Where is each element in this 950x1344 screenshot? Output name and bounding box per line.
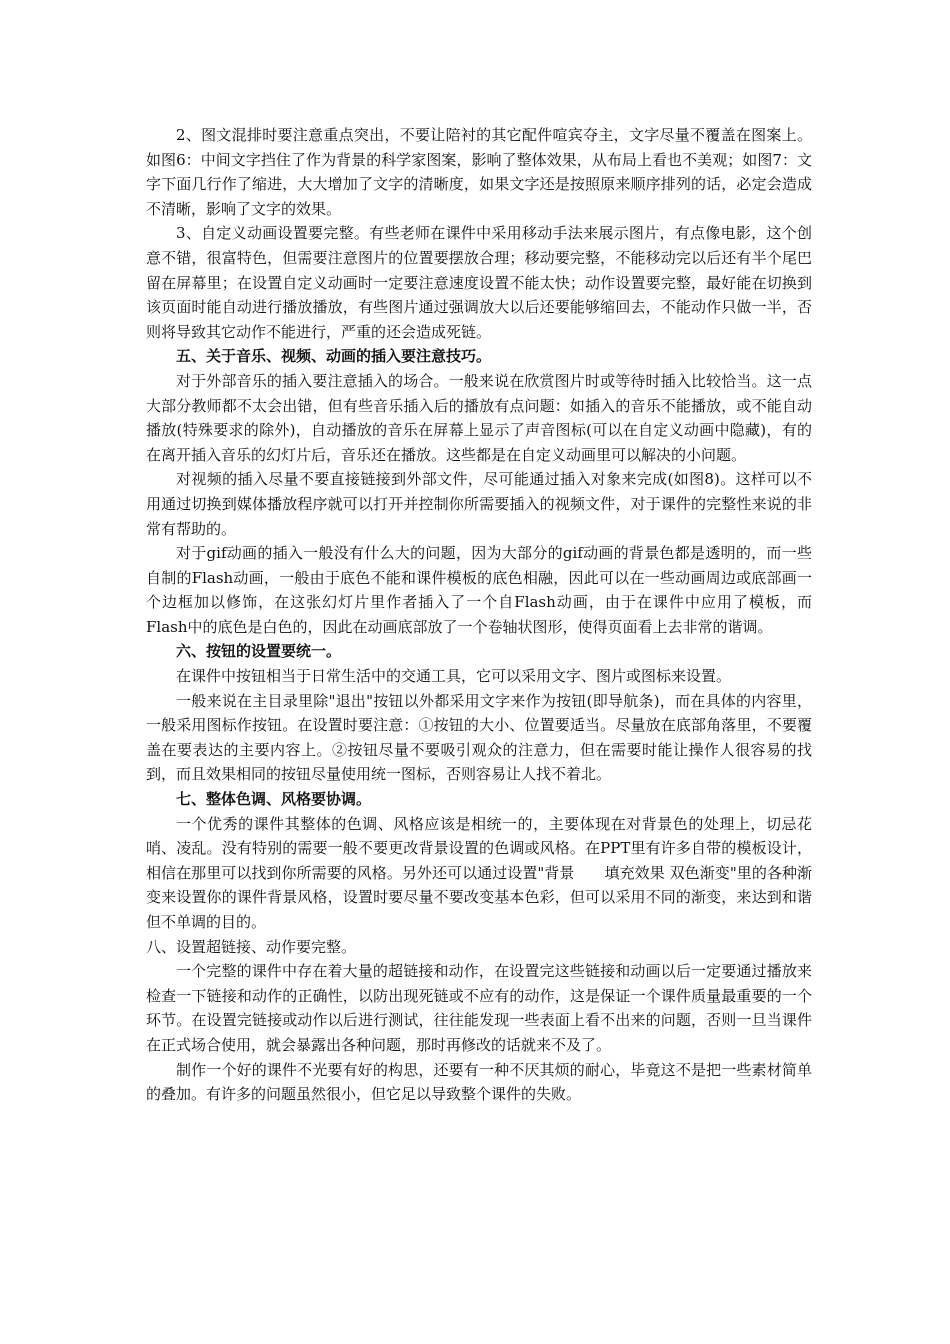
document-body [146, 123, 812, 1107]
paragraph-image-text-layout: 2、图文混排时要注意重点突出，不要让陪衬的其它配件喧宾夺主，文字尽量不覆盖在图案上。如图6：中间文字挡住了作为背景的科学家图案，影响了整体效果，从布局上看也不美观；如图7：文字下面几行作了缩进，大大增加了文字的清晰度，如果文字还是按照原来顺序排列的话，必定会造成不清晰，影响了文字的效果。 [146, 126, 812, 218]
paragraph-color-style: 一个优秀的课件其整体的色调、风格应该是相统一的，主要体现在对背景色的处理上，切忌花哨、凌乱。没有特别的需要一般不要更改背景设置的色调或风格。在PPT里有许多自带的模板设计，相信在那里可以找到你所需要的风格。另外还可以通过设置"背景 填充效果 双色渐变"里的各种渐变来设置你的课件背景风格，设置时要尽量不要改变基本色彩，但可以采用不同的渐变，来达到和谐但不单调的目的。 [146, 814, 812, 931]
paragraph-gif-animation: 对于gif动画的插入一般没有什么大的问题，因为大部分的gif动画的背景色都是透明的，而一些自制的Flash动画，一般由于底色不能和课件模板的底色相融，因此可以在一些动画周边或底部画一个边框加以修饰，在这张幻灯片里作者插入了一个自Flash动画，由于在课件中应用了模板，而Flash中的底色是白色的，因此在动画底部放了一个卷轴状图形，使得页面看上去非常的谐调。 [146, 544, 812, 636]
section-heading-5: 五、关于音乐、视频、动画的插入要注意技巧。 [176, 347, 492, 366]
paragraph-button-settings: 一般来说在主目录里除"退出"按钮以外都采用文字来作为按钮(即导航条)，而在具体的内容里，一般采用图标作按钮。在设置时要注意：①按钮的大小、位置要适当。尽量放在底部角落里，不要覆盖在要表达的主要内容上。②按钮尽量不要吸引观众的注意力，但在需要时能让操作人很容易的找到，而且效果相同的按钮尽量使用统一图标，否则容易让人找不着北。 [146, 691, 812, 784]
section-heading-8: 八、设置超链接、动作要完整。 [146, 937, 357, 956]
section-heading-7: 七、整体色调、风格要协调。 [176, 790, 372, 809]
paragraph-conclusion: 制作一个好的课件不光要有好的构思，还要有一种不厌其烦的耐心，毕竟这不是把一些素材简单的叠加。有许多的问题虽然很小，但它足以导致整个课件的失败。 [146, 1060, 812, 1104]
paragraph-button-intro: 在课件中按钮相当于日常生活中的交通工具，它可以采用文字、图片或图标来设置。 [176, 667, 732, 686]
paragraph-custom-animation: 3、自定义动画设置要完整。有些老师在课件中采用移动手法来展示图片，有点像电影，这个创意不错，很富特色，但需要注意图片的位置要摆放合理；移动要完整，不能移动完以后还有半个尾巴留在屏幕里；在设置自定义动画时一定要注意速度设置不能太快；动作设置要完整，最好能在切换到该页面时能自动进行播放播放，有些图片通过强调放大以后还要能够缩回去，不能动作只做一半，否则将导致其它动作不能进行，严重的还会造成死链。 [146, 224, 812, 341]
paragraph-hyperlink-check: 一个完整的课件中存在着大量的超链接和动作，在设置完这些链接和动画以后一定要通过播放来检查一下链接和动作的正确性，以防出现死链或不应有的动作，这是保证一个课件质量最重要的一个环节。在设置完链接或动作以后进行测试，往往能发现一些表面上看不出来的问题，否则一旦当课件在正式场合使用，就会暴露出各种问题，那时再修改的话就来不及了。 [146, 962, 812, 1054]
paragraph-music-insertion: 对于外部音乐的插入要注意插入的场合。一般来说在欣赏图片时或等待时插入比较恰当。这一点大部分教师都不太会出错，但有些音乐插入后的播放有点问题：如插入的音乐不能播放，或不能自动播放(特殊要求的除外)，自动播放的音乐在屏幕上显示了声音图标(可以在自定义动画中隐藏)，有的在离开插入音乐的幻灯片后，音乐还在播放。这些都是在自定义动画里可以解决的小问题。 [146, 371, 812, 464]
paragraph-video-insertion: 对视频的插入尽量不要直接链接到外部文件，尽可能通过插入对象来完成(如图8)。这样可以不用通过切换到媒体播放程序就可以打开并控制你所需要插入的视频文件，对于课件的完整性来说的非常有帮助的。 [146, 470, 812, 538]
section-heading-6: 六、按钮的设置要统一。 [176, 642, 342, 661]
